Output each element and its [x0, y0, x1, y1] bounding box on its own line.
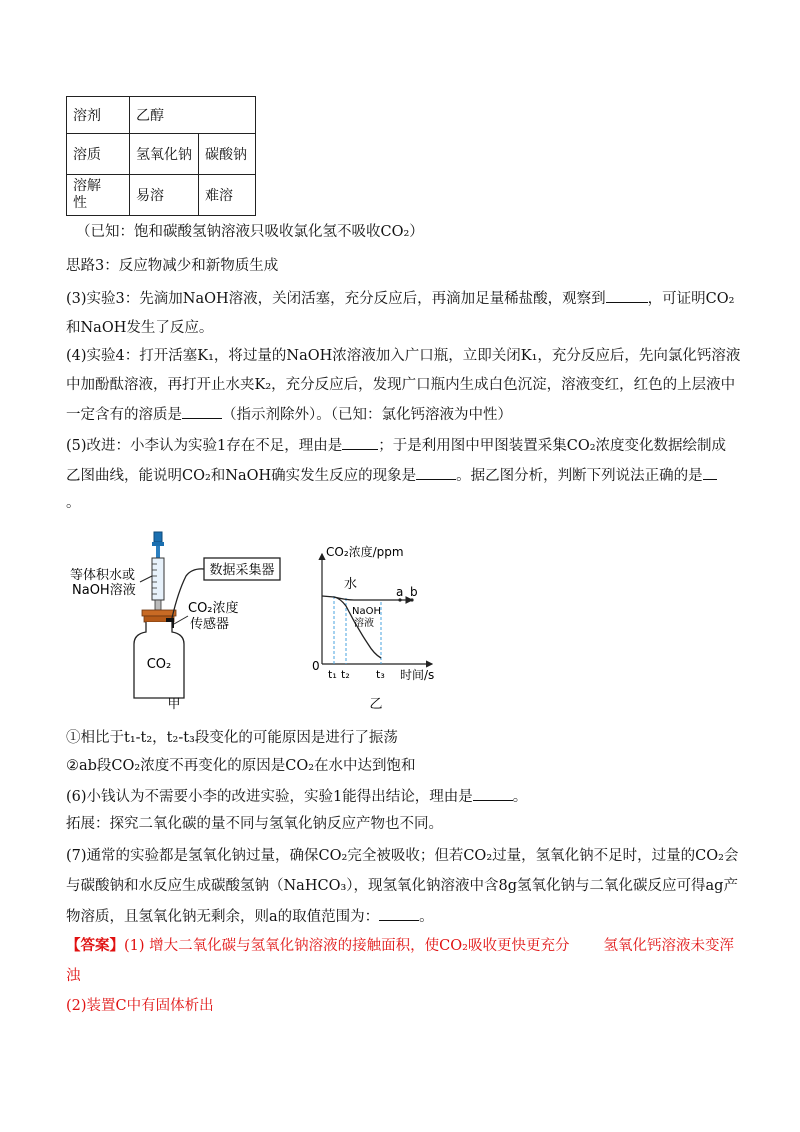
answer-blank	[606, 288, 648, 303]
table-row	[67, 175, 256, 216]
stopper-top	[142, 610, 176, 616]
table-cell	[67, 175, 130, 216]
label-naoh-line2: 溶液	[354, 618, 374, 629]
syringe-needle-hub	[155, 600, 161, 610]
question-3-line1	[66, 288, 734, 309]
answer-text: 氢氧化钙溶液未变浑	[603, 938, 734, 954]
option-2: ②ab段CO₂浓度不再变化的原因是CO₂在水中达到饱和	[66, 758, 416, 774]
caption-yi: 乙	[369, 697, 383, 712]
answer-blank	[416, 465, 456, 480]
question-6	[66, 786, 527, 807]
table-cell: 易溶	[130, 175, 199, 216]
tick-t2: t₂	[341, 668, 350, 681]
label-water: 水	[344, 577, 358, 592]
answer-line1	[66, 936, 734, 956]
figure-apparatus	[66, 526, 296, 716]
leader-line	[140, 576, 152, 582]
label-a: a	[396, 585, 404, 599]
question-text: 。	[512, 789, 528, 805]
question-7-line2: 与碳酸钠和水反应生成碳酸氢钠（NaHCO₃），现氢氧化钠溶液中含8g氢氧化钠与二氧化碳反应可得ag产	[66, 878, 738, 894]
answer-blank	[379, 906, 419, 921]
extension: 拓展：探究二氧化碳的量不同与氢氧化钠反应产物也不同。	[66, 816, 443, 832]
idea-3: 思路3：反应物减少和新物质生成	[66, 258, 279, 274]
y-axis-label: CO₂浓度/ppm	[326, 545, 404, 559]
question-4-line3	[66, 404, 512, 425]
table-row	[67, 134, 256, 175]
label-bottle: CO₂	[146, 657, 172, 672]
answer-blank	[473, 786, 513, 801]
label-liquid-line2: NaOH溶液	[72, 583, 136, 598]
figure-graph	[306, 540, 456, 720]
question-text: (6)小钱认为不需要小李的改进实验，实验1能得出结论，理由是	[66, 789, 473, 805]
label-sensor-line2: 传感器	[190, 617, 230, 632]
question-7-line1: (7)通常的实验都是氢氧化钠过量，确保CO₂完全被吸收；但若CO₂过量，氢氧化钠不足时，过量的CO₂会	[66, 848, 739, 864]
answer-blank	[342, 435, 378, 450]
label-sensor-line1: CO₂浓度	[188, 601, 239, 616]
answer-line3: (2)装置C中有固体析出	[66, 998, 214, 1014]
syringe-plunger-cap	[152, 542, 164, 546]
caption-jia: 甲	[167, 697, 181, 712]
question-4-line2: 中加酚酞溶液，再打开止水夹K₂，充分反应后，发现广口瓶内生成白色沉淀，溶液变红，红色的上层液中	[66, 377, 736, 393]
table-cell: 乙醇	[130, 97, 256, 134]
question-3-line2: 和NaOH发生了反应。	[66, 320, 214, 336]
question-text: 乙图曲线，能说明CO₂和NaOH确实发生反应的现象是	[66, 468, 417, 484]
question-text: (3)实验3：先滴加NaOH溶液，关闭活塞，充分反应后，再滴加足量稀盐酸，观察到	[66, 291, 606, 307]
question-text: 。	[419, 909, 434, 925]
tick-t3: t₃	[376, 668, 385, 681]
question-text: 物溶质，且氢氧化钠无剩余，则a的取值范围为：	[66, 909, 380, 925]
label-naoh-line1: NaOH	[352, 606, 381, 617]
question-text: ，可证明CO₂	[647, 291, 735, 307]
leader-line	[174, 616, 188, 624]
syringe-plunger-rod	[156, 546, 160, 558]
table-cell: 溶剂	[67, 97, 130, 134]
x-axis-label: 时间/s	[400, 668, 435, 682]
question-4-line1: (4)实验4：打开活塞K₁，将过量的NaOH浓溶液加入广口瓶，立即关闭K₁，充分反应后，先向氯化钙溶液	[66, 348, 741, 364]
tick-t1: t₁	[328, 668, 337, 681]
solubility-table	[66, 96, 256, 216]
table-cell: 难溶	[199, 175, 256, 216]
answer-line2: 浊	[66, 968, 81, 984]
label-collector: 数据采集器	[209, 563, 275, 578]
table-cell-text: 溶解性	[73, 178, 101, 211]
answer-blank	[182, 404, 222, 419]
table-cell: 溶质	[67, 134, 130, 175]
answer-blank	[703, 465, 717, 480]
question-text: 一定含有的溶质是	[66, 407, 182, 423]
question-7-line3	[66, 906, 434, 927]
question-text: ；于是利用图中甲图装置采集CO₂浓度变化数据绘制成	[378, 438, 727, 454]
question-text: (5)改进：小李认为实验1存在不足，理由是	[66, 438, 343, 454]
question-5-line3: 。	[66, 495, 81, 511]
option-1: ①相比于t₁-t₂，t₂-t₃段变化的可能原因是进行了振荡	[66, 730, 398, 746]
table-cell: 氢氧化钠	[130, 134, 199, 175]
question-text: 。据乙图分析，判断下列说法正确的是	[456, 468, 703, 484]
table-cell: 碳酸钠	[199, 134, 256, 175]
question-5-line1	[66, 435, 726, 456]
answer-tag: 【答案】	[66, 937, 124, 954]
label-liquid-line1: 等体积水或	[70, 568, 136, 583]
label-b: b	[410, 585, 418, 599]
note-known: （已知：饱和碳酸氢钠溶液只吸收氯化氢不吸收CO₂）	[76, 224, 424, 240]
answer-text: (1) 增大二氧化碳与氢氧化钠溶液的接触面积，使CO₂吸收更快更充分	[124, 938, 570, 954]
question-text: （指示剂除外）。（已知：氯化钙溶液为中性）	[222, 407, 512, 423]
syringe-plunger-top	[154, 532, 162, 542]
origin-label: 0	[312, 659, 320, 673]
question-5-line2	[66, 465, 717, 486]
table-row	[67, 97, 256, 134]
